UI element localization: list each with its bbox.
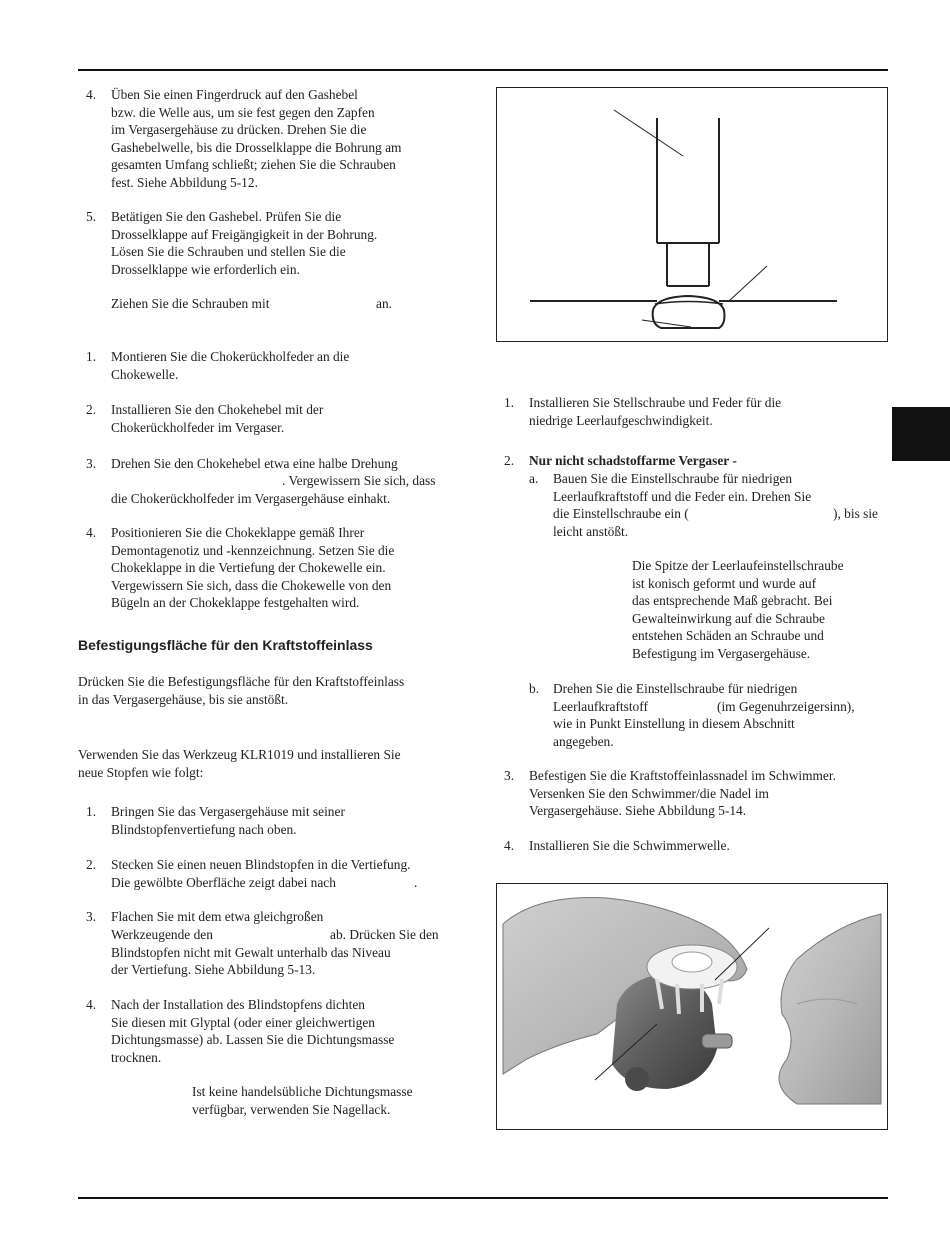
text-line: . <box>414 875 418 890</box>
text-line: Sie diesen mit Glyptal (oder einer gleichwertigen <box>111 1014 376 1030</box>
text-line: Drücken Sie die Befestigungsfläche für den Kraftstoffeinlass <box>78 674 405 689</box>
list-number: 1. <box>86 349 97 364</box>
text-line: Gashebelwelle, bis die Drosselklappe die Bohrung am <box>111 139 402 155</box>
note-line: das entsprechende Maß gebracht. Bei <box>632 593 833 608</box>
text-line: Installieren Sie den Chokehebel mit der <box>111 402 324 417</box>
text-line: wie in Punkt Einstellung in diesem Abschnitt <box>553 716 795 731</box>
list-number: 1. <box>504 395 515 410</box>
list-number: 5. <box>86 209 97 224</box>
text-line: Montieren Sie die Chokerückholfeder an die <box>111 349 350 364</box>
list-number: 3. <box>86 456 97 471</box>
text-line: leicht anstößt. <box>553 523 629 539</box>
text-line: Stecken Sie einen neuen Blindstopfen in die Vertiefung. <box>111 857 411 872</box>
text-line: ), bis sie <box>833 506 879 521</box>
text-line: Lösen Sie die Schrauben und stellen Sie die <box>111 244 346 259</box>
text-line: Chokewelle. <box>111 367 179 382</box>
figure-throttle-plate <box>496 87 888 342</box>
text-line: (im Gegenuhrzeigersinn), <box>717 698 855 714</box>
text-line: der Vertiefung. Siehe Abbildung 5-13. <box>111 962 316 977</box>
text-line: Vergasergehäuse. Siehe Abbildung 5-14. <box>529 803 747 818</box>
text-line: Chokerückholfeder im Vergaser. <box>111 420 285 435</box>
text-line: Dichtungsmasse) ab. Lassen Sie die Dichtungsmasse <box>111 1032 395 1047</box>
list-number: 2. <box>504 453 515 468</box>
text-line: ab. Drücken Sie den <box>330 927 439 942</box>
list-number: 2. <box>86 857 97 872</box>
text-line: Bügeln an der Chokeklappe festgehalten wird. <box>111 595 360 610</box>
text-line: . Vergewissern Sie sich, dass <box>282 473 436 488</box>
text-line: trocknen. <box>111 1049 162 1065</box>
text-line: Demontagenotiz und -kennzeichnung. Setzen Sie die <box>111 542 395 558</box>
text-line: die Chokerückholfeder im Vergasergehäuse einhakt. <box>111 490 391 506</box>
text-line: Nach der Installation des Blindstopfens dichten <box>111 997 365 1012</box>
text-line: Leerlaufkraftstoff <box>553 698 648 714</box>
section-tab <box>892 407 950 461</box>
text-line: Leerlaufkraftstoff und die Feder ein. Drehen Sie <box>553 488 812 504</box>
text-line: die Einstellschraube ein ( <box>553 506 689 521</box>
text-line: Drehen Sie die Einstellschraube für niedrigen <box>553 681 798 696</box>
note-line: Ist keine handelsübliche Dichtungsmasse <box>192 1084 413 1099</box>
throttle-diagram-drawing <box>497 88 886 340</box>
figure-float-installation <box>496 883 888 1130</box>
list-number: 2. <box>86 402 97 417</box>
list-number: 4. <box>86 997 97 1012</box>
section-heading: Befestigungsfläche für den Kraftstoffeinlass <box>78 637 373 653</box>
text-line: Verwenden Sie das Werkzeug KLR1019 und installieren Sie <box>78 747 401 762</box>
text-line: Bringen Sie das Vergasergehäuse mit seiner <box>111 804 345 819</box>
list-number: 1. <box>86 804 97 819</box>
list-number: 4. <box>86 87 97 102</box>
text-line: Blindstopfen nicht mit Gewalt unterhalb das Niveau <box>111 944 391 960</box>
note-line: entstehen Schäden an Schraube und <box>632 628 824 643</box>
text-line: Chokeklappe in die Vertiefung der Chokewelle ein. <box>111 560 386 575</box>
text-line: Die gewölbte Oberfläche zeigt dabei nach <box>111 875 336 890</box>
text-line: Betätigen Sie den Gashebel. Prüfen Sie die <box>111 209 342 224</box>
text-line: Üben Sie einen Fingerdruck auf den Gashebel <box>111 87 358 102</box>
text-line: fest. Siehe Abbildung 5-12. <box>111 174 258 190</box>
list-number: 4. <box>504 838 515 853</box>
text-line: Blindstopfenvertiefung nach oben. <box>111 822 297 837</box>
note-line: Gewalteinwirkung auf die Schraube <box>632 610 825 626</box>
float-photo <box>497 884 886 1128</box>
text-line: an. <box>376 296 392 311</box>
top-rule <box>78 69 888 71</box>
text-line: gesamten Umfang schließt; ziehen Sie die Schrauben <box>111 157 396 172</box>
text-line: angegeben. <box>553 733 614 749</box>
list-letter: a. <box>529 471 539 486</box>
list-number: 4. <box>86 525 97 540</box>
text-line: Drosselklappe wie erforderlich ein. <box>111 261 300 277</box>
text-line: in das Vergasergehäuse, bis sie anstößt. <box>78 691 289 707</box>
list-number: 3. <box>86 909 97 924</box>
text-line: Versenken Sie den Schwimmer/die Nadel im <box>529 785 769 801</box>
list-letter: b. <box>529 681 540 696</box>
text-line: bzw. die Welle aus, um sie fest gegen den Zapfen <box>111 104 375 120</box>
text-line: Befestigen Sie die Kraftstoffeinlassnadel im Schwimmer. <box>529 768 836 783</box>
list-number: 3. <box>504 768 515 783</box>
note-line: Die Spitze der Leerlaufeinstellschraube <box>632 558 844 573</box>
text-line: Ziehen Sie die Schrauben mit <box>111 296 270 311</box>
text-line: Bauen Sie die Einstellschraube für niedrigen <box>553 471 793 486</box>
text-line: Werkzeugende den <box>111 927 213 942</box>
text-line: neue Stopfen wie folgt: <box>78 764 204 780</box>
text-line: Installieren Sie Stellschraube und Feder für die <box>529 395 782 410</box>
text-line: Drosselklappe auf Freigängigkeit in der Bohrung. <box>111 226 378 242</box>
text-line: niedrige Leerlaufgeschwindigkeit. <box>529 413 713 428</box>
text-line: Drehen Sie den Chokehebel etwa eine halbe Drehung <box>111 456 398 471</box>
note-line: verfügbar, verwenden Sie Nagellack. <box>192 1101 391 1117</box>
bottom-rule <box>78 1197 888 1199</box>
text-line: Vergewissern Sie sich, dass die Chokewelle von den <box>111 577 392 593</box>
subsection-title: Nur nicht schadstoffarme Vergaser - <box>529 453 737 468</box>
text-line: im Vergasergehäuse zu drücken. Drehen Sie die <box>111 122 367 137</box>
text-line: Installieren Sie die Schwimmerwelle. <box>529 838 730 853</box>
text-line: Flachen Sie mit dem etwa gleichgroßen <box>111 909 324 924</box>
note-line: ist konisch geformt und wurde auf <box>632 575 817 591</box>
text-line: Positionieren Sie die Chokeklappe gemäß Ihrer <box>111 525 365 540</box>
note-line: Befestigung im Vergasergehäuse. <box>632 645 811 661</box>
